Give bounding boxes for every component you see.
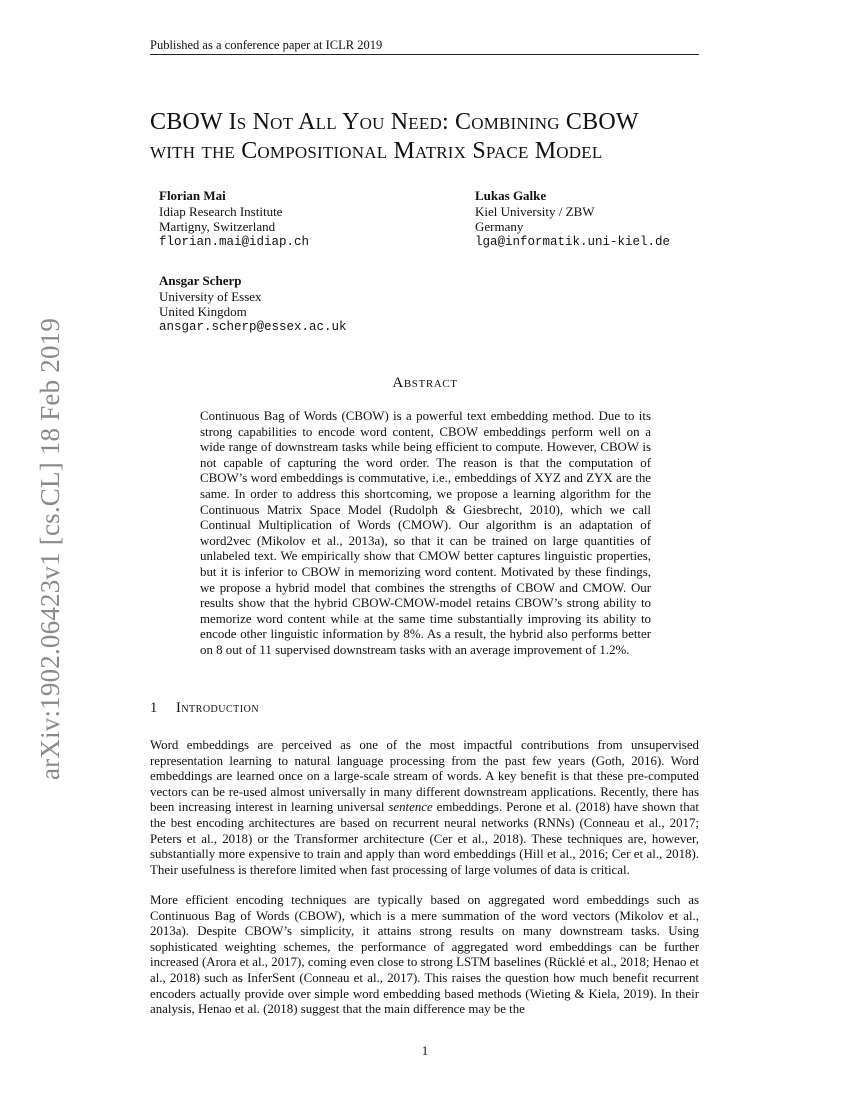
author-affiliation: University of Essex: [159, 288, 262, 304]
running-header: Published as a conference paper at ICLR 2019: [150, 38, 383, 52]
author-name: Florian Mai: [159, 188, 226, 203]
abstract-body: Continuous Bag of Words (CBOW) is a powerful text embedding method. Due to its strong capabilities to encode word content, CBOW embeddings perform well on a wide range of downstream tasks while being efficient to compute. However, CBOW is not capable of capturing the word order. The reason is that the computation of CBOW’s word embeddings is commutative, i.e., embeddings of XYZ and ZYX are the same. In order to address this shortcoming, we propose a learning algorithm for the Continuous Matrix Space Model (Rudolph & Giesbrecht, 2010), which we call Continual Multiplication of Words (CMOW). Our algorithm is an adaptation of word2vec (Mikolov et al., 2013a), so that it can be trained on large quantities of unlabeled text. We empirically show that CMOW better captures linguistic properties, but it is inferior to CBOW in memorizing word content. Motivated by these findings, we propose a hybrid model that combines the strengths of CBOW and CMOW. Our results show that the hybrid CBOW-CMOW-model retains CBOW’s strong ability to memorize word content while at the same time substantially improving its ability to encode other linguistic information by 8%. As a result, the hybrid also performs better on 8 out of 11 supervised downstream tasks with an average improvement of 1.2%.: [200, 409, 651, 657]
author-email[interactable]: florian.mai@idiap.ch: [159, 234, 310, 249]
author-block-3: [159, 273, 347, 335]
author-block-1: [159, 188, 309, 250]
author-block-2: [475, 188, 670, 250]
title-line-1: CBOW Is Not All You Need: Combining CBOW: [150, 109, 639, 135]
section-number: 1: [150, 700, 158, 716]
header-rule: [150, 54, 699, 55]
intro-paragraph-2: More efficient encoding techniques are typically based on aggregated word embeddings such as Continuous Bag of Words (CBOW), which is a mere summation of the word vectors (Mikolov et al., 2013a). Despite CBOW’s simplicity, it attains strong results on many downstream tasks. Using sophisticated weighting schemes, the performance of aggregated word embeddings can be further increased (Arora et al., 2017), coming even close to strong LSTM baselines (Rücklé et al., 2018; Henao et al., 2018) such as InferSent (Conneau et al., 2017). This raises the question how much benefit recurrent encoders actually provide over simple word embedding based methods (Wieting & Kiela, 2019). In their analysis, Henao et al. (2018) suggest that the main difference may be the: [150, 893, 699, 1017]
author-email[interactable]: ansgar.scherp@essex.ac.uk: [159, 319, 347, 334]
paragraph-text: embeddings. Perone et al. (2018) have shown that the best encoding architectures are based on recurrent neural networks (RNNs) (Conneau et al., 2017; Peters et al., 2018) or the Transformer architecture (Cer et al., 2018). These techniques are, however, substantially more expensive to train and apply than word embeddings (Hill et al., 2016; Cer et al., 2018). Their usefulness is therefore limited when fast processing of large volumes of data is critical.: [150, 800, 699, 877]
author-location: United Kingdom: [159, 304, 247, 319]
paper-title: [150, 108, 639, 166]
title-line-2: with the Compositional Matrix Space Model: [150, 138, 603, 164]
section-title: Introduction: [176, 700, 260, 716]
author-affiliation: Kiel University / ZBW: [475, 203, 595, 219]
section-heading: [150, 700, 259, 717]
author-affiliation: Idiap Research Institute: [159, 203, 283, 219]
paragraph-text: Word embeddings are perceived as one of the most impactful contributions from unsupervised representation learning to natural language processing from the past few years (Goth, 2016). Word embeddings are learned once on a large-scale stream of words. A key benefit is that these pre-computed vectors can be re-used almost universally in many different downstream applications. Recently, there has been increasing interest in learning universal: [150, 738, 699, 815]
page-number: 1: [421, 1043, 429, 1058]
abstract-heading: Abstract: [392, 375, 458, 391]
author-name: Lukas Galke: [475, 188, 547, 203]
arxiv-stamp[interactable]: arXiv:1902.06423v1 [cs.CL] 18 Feb 2019: [35, 317, 65, 780]
author-location: Germany: [475, 219, 524, 234]
emphasized-word: sentence: [388, 800, 433, 815]
intro-paragraph-1: [150, 738, 699, 878]
author-name: Ansgar Scherp: [159, 273, 242, 288]
author-email[interactable]: lga@informatik.uni-kiel.de: [475, 234, 671, 249]
author-location: Martigny, Switzerland: [159, 219, 276, 234]
